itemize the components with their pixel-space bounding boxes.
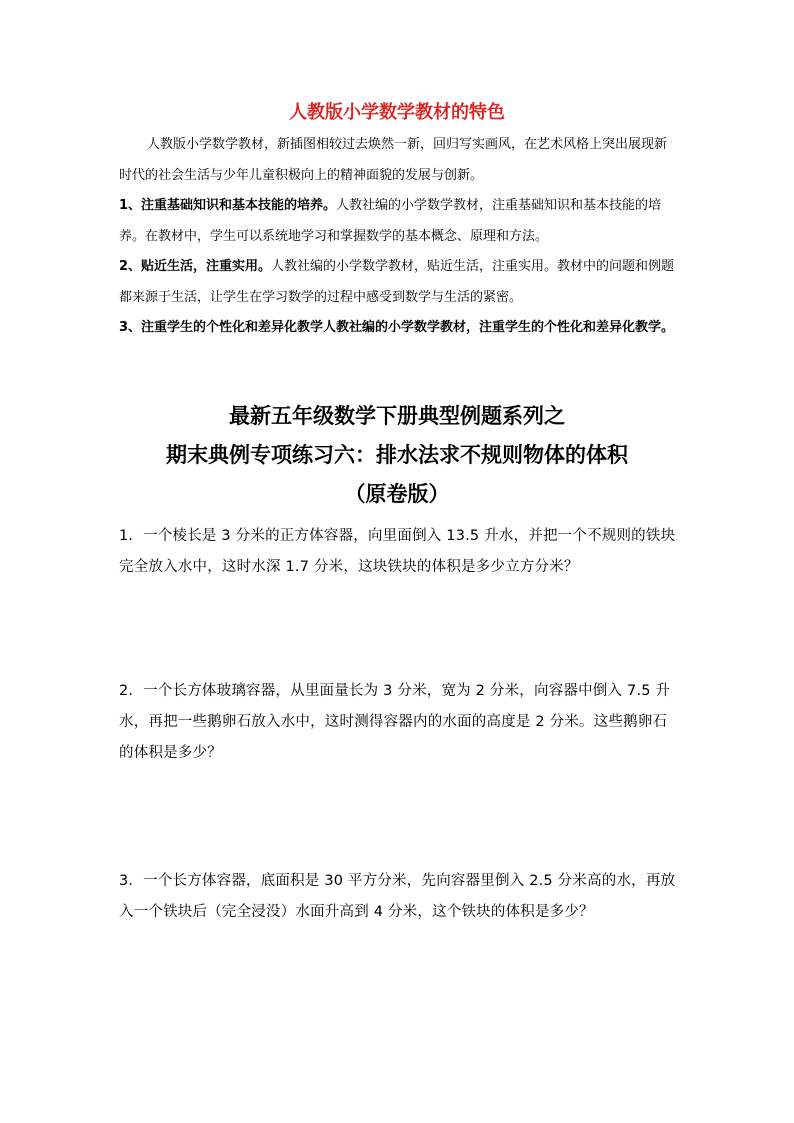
intro-point-1-lead: 1、注重基础知识和基本技能的培养。 — [119, 198, 337, 213]
intro-point-2-lead: 2、贴近生活，注重实用。 — [119, 259, 272, 274]
intro-point-1-text: 人教社编的小学数学教材，注重基础知识和基本技能的培养。在教材中，学生可以系统地学习和掌握数学的基本概念、原理和方法。 — [119, 198, 662, 244]
intro-point-1 — [119, 191, 679, 252]
intro-point-2 — [119, 252, 679, 313]
question-3 — [119, 866, 679, 928]
question-2 — [119, 676, 679, 769]
worksheet-title-line-2: 期末典例专项练习六：排水法求不规则物体的体积 — [166, 443, 628, 467]
question-3-text: 3．一个长方体容器，底面积是 30 平方分米，先向容器里倒入 2.5 分米高的水，再放入一个铁块后（完全浸没）水面升高到 4 分米，这个铁块的体积是多少？ — [119, 873, 676, 920]
question-2-text: 2．一个长方体玻璃容器，从里面量长为 3 分米，宽为 2 分米，向容器中倒入 7.5 升水，再把一些鹅卵石放入水中，这时测得容器内的水面的高度是 2 分米。这些鹅卵石的体积是多少？ — [119, 683, 671, 761]
worksheet-title-line-3: （原卷版） — [344, 482, 450, 506]
question-1-text: 1．一个棱长是 3 分米的正方体容器，向里面倒入 13.5 升水，并把一个不规则的铁块完全放入水中，这时水深 1.7 分米，这块铁块的体积是多少立方分米？ — [119, 528, 676, 575]
intro-point-3 — [119, 313, 679, 344]
intro-title: 人教版小学数学教材的特色 — [289, 102, 505, 123]
intro-point-3-lead: 3、注重学生的个性化和差异化教学人教社编的小学数学教材，注重学生的个性化和差异化教学。 — [119, 320, 675, 335]
worksheet-title — [0, 397, 794, 514]
intro-point-2-text: 人教社编的小学数学教材，贴近生活，注重实用。教材中的问题和例题都来源于生活，让学生在学习数学的过程中感受到数学与生活的紧密。 — [119, 259, 675, 305]
intro-section — [119, 130, 679, 344]
intro-paragraph: 人教版小学数学教材，新插图相较过去焕然一新，回归写实画风，在艺术风格上突出展现新时代的社会生活与少年儿童积极向上的精神面貌的发展与创新。 — [119, 137, 668, 183]
question-1 — [119, 521, 679, 583]
worksheet-title-line-1: 最新五年级数学下册典型例题系列之 — [229, 404, 565, 428]
